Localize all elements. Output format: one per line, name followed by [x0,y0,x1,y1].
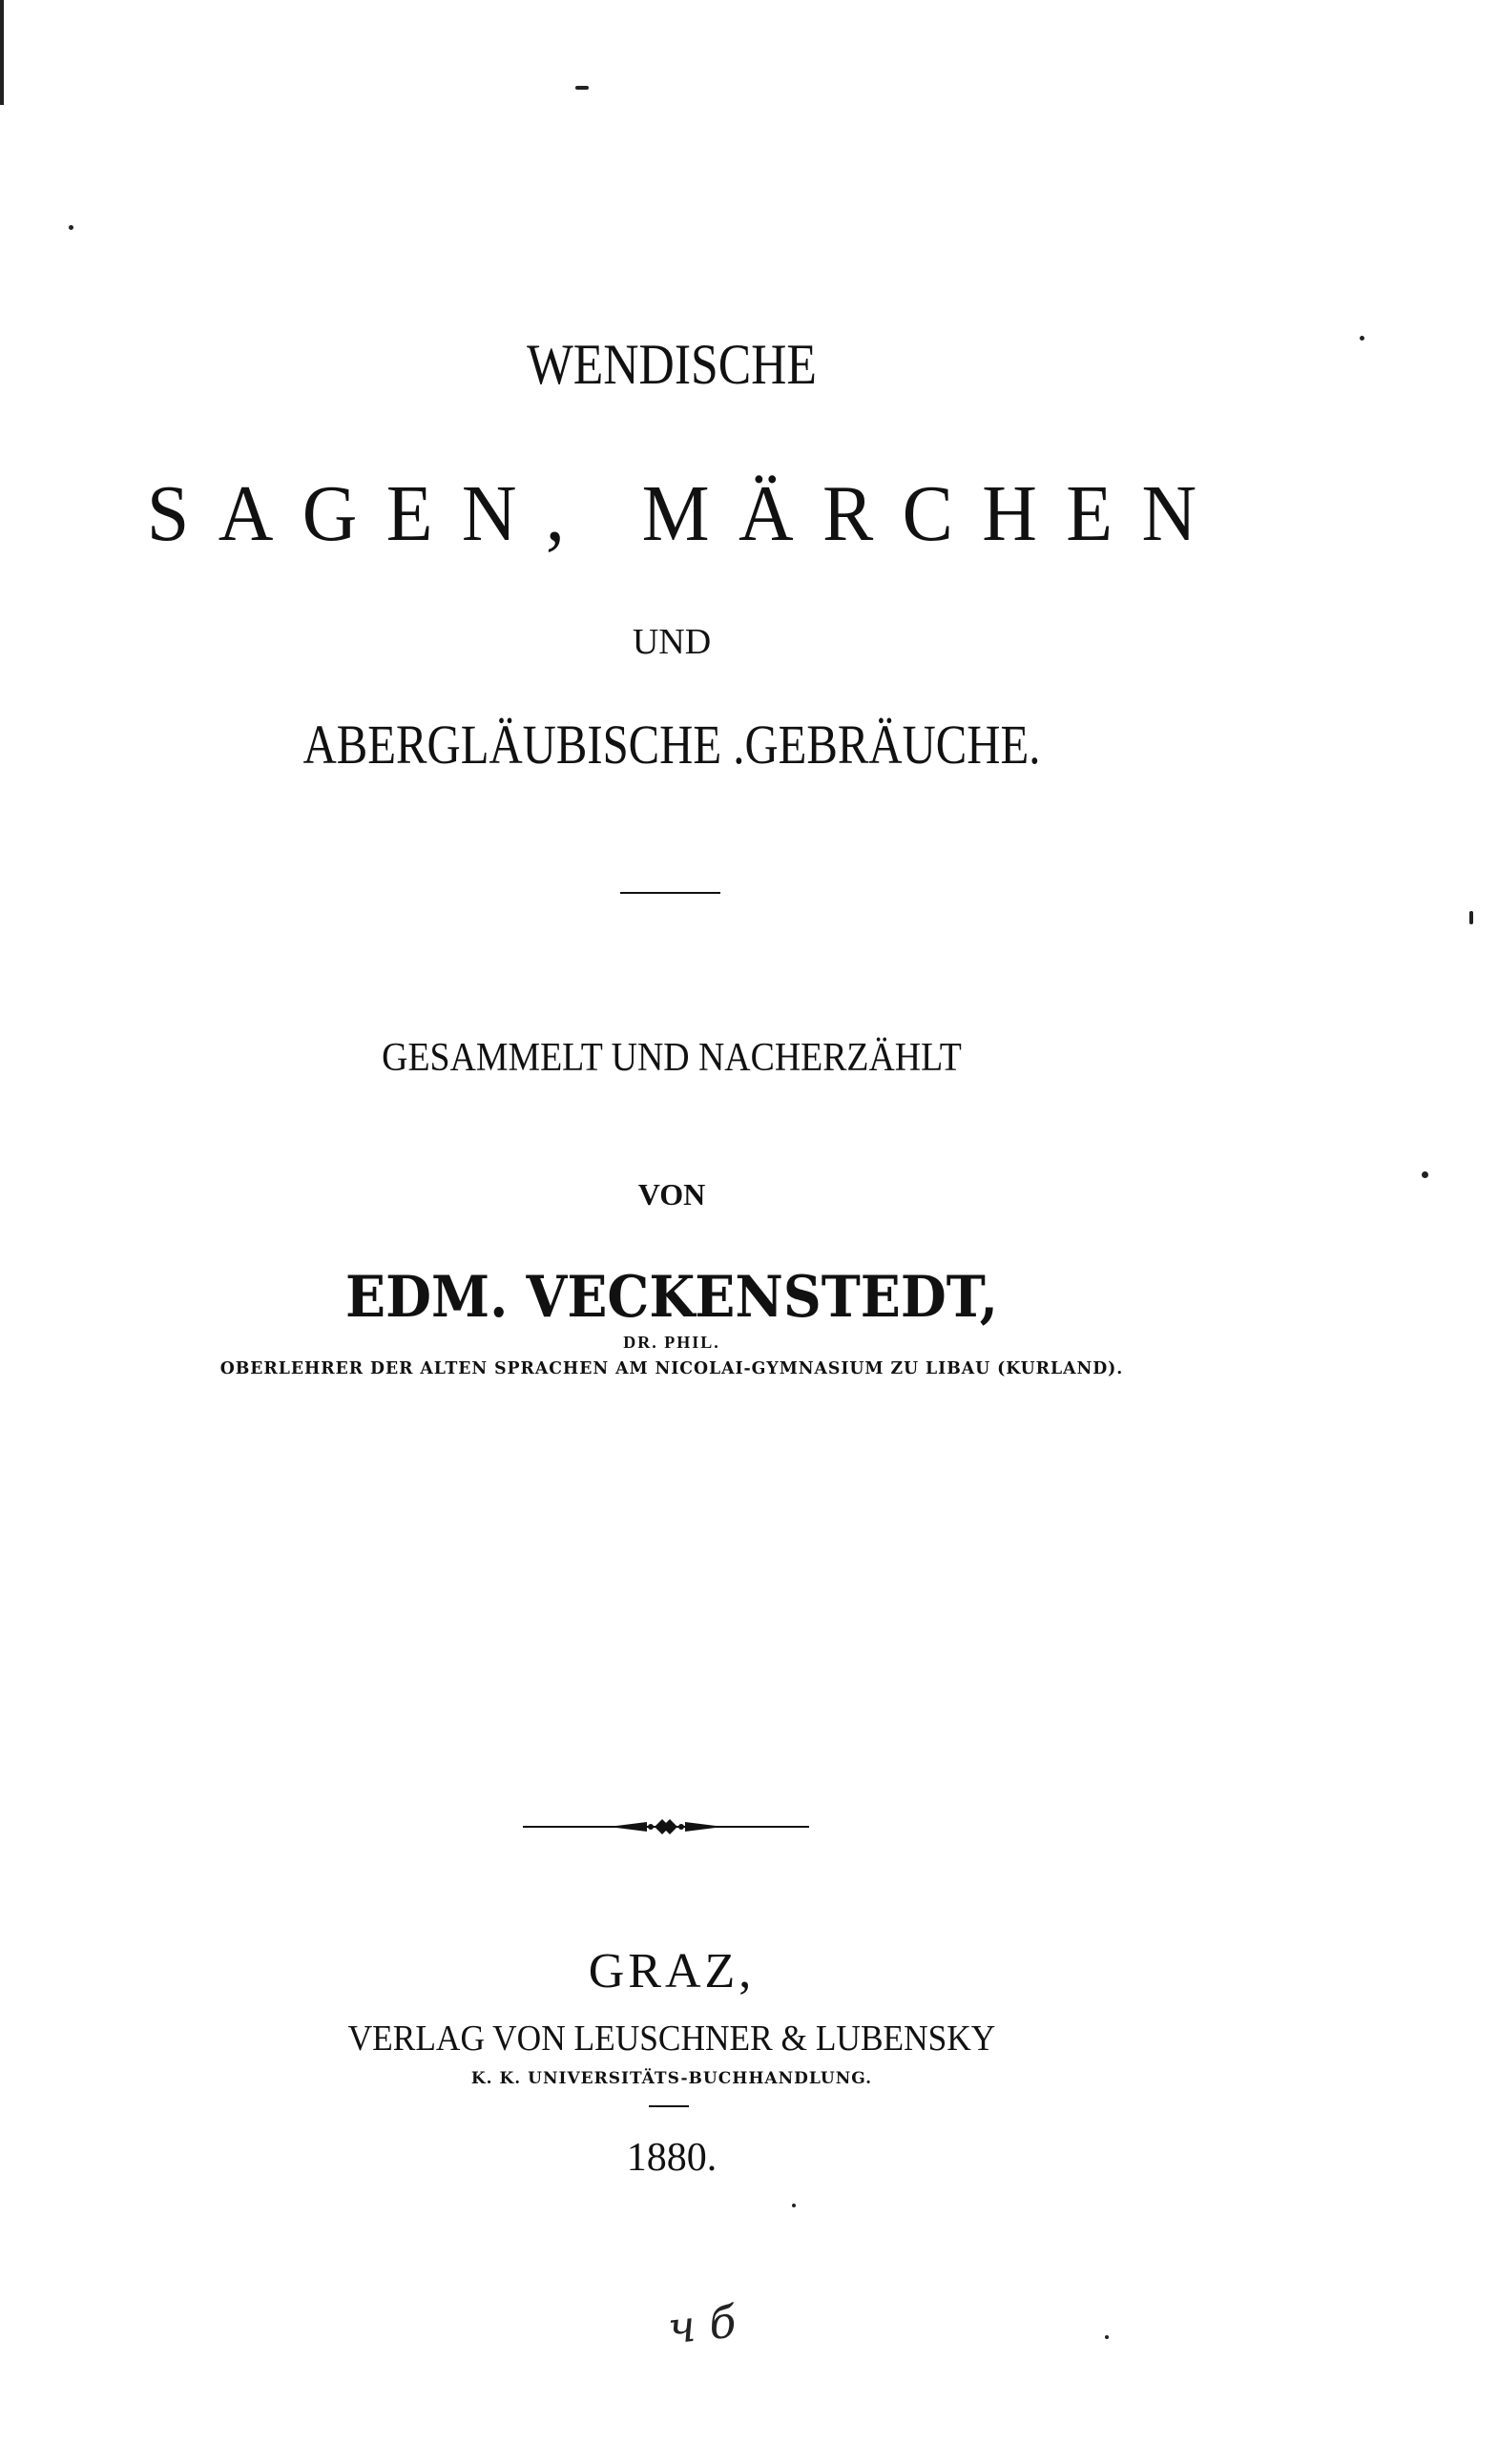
scan-edge-artifact [0,0,4,105]
title-line-4: ABERGLÄUBISCHE .GEBRÄUCHE. [302,714,1041,776]
publisher-note: K. K. UNIVERSITÄTS-BUCHHANDLUNG. [470,2069,873,2088]
collected-by-line: GESAMMELT UND NACHERZÄHLT [382,1036,962,1080]
imprint-divider-rule [649,2105,689,2107]
scan-speck [1469,911,1473,924]
scan-speck [1422,1171,1428,1178]
title-line-2: SAGEN, MÄRCHEN [146,469,1226,558]
title-line-1: WENDISCHE [527,333,817,396]
handwritten-mark: ч б [665,2295,739,2354]
imprint-city: GRAZ, [588,1944,756,1998]
title-line-3: UND [632,622,712,662]
author-position: OBERLEHRER DER ALTEN SPRACHEN AM NICOLAI-GYMNASIUM ZU LIBAU (KURLAND). [219,1358,1124,1378]
publisher-name: VERLAG VON LEUSCHNER & LUBENSKY [347,2019,996,2059]
author-name: EDM. VECKENSTEDT, [345,1264,998,1331]
ornamental-rule [523,1810,809,1844]
publication-year: 1880. [626,2136,718,2180]
scan-speck [1105,2335,1109,2339]
scan-speck [1360,336,1364,341]
title-divider-rule [620,892,720,894]
author-degree: DR. PHIL. [623,1333,720,1352]
scan-speck [69,225,73,230]
von-line: VON [637,1177,706,1211]
scan-speck [575,86,589,90]
scan-speck [792,2204,796,2207]
